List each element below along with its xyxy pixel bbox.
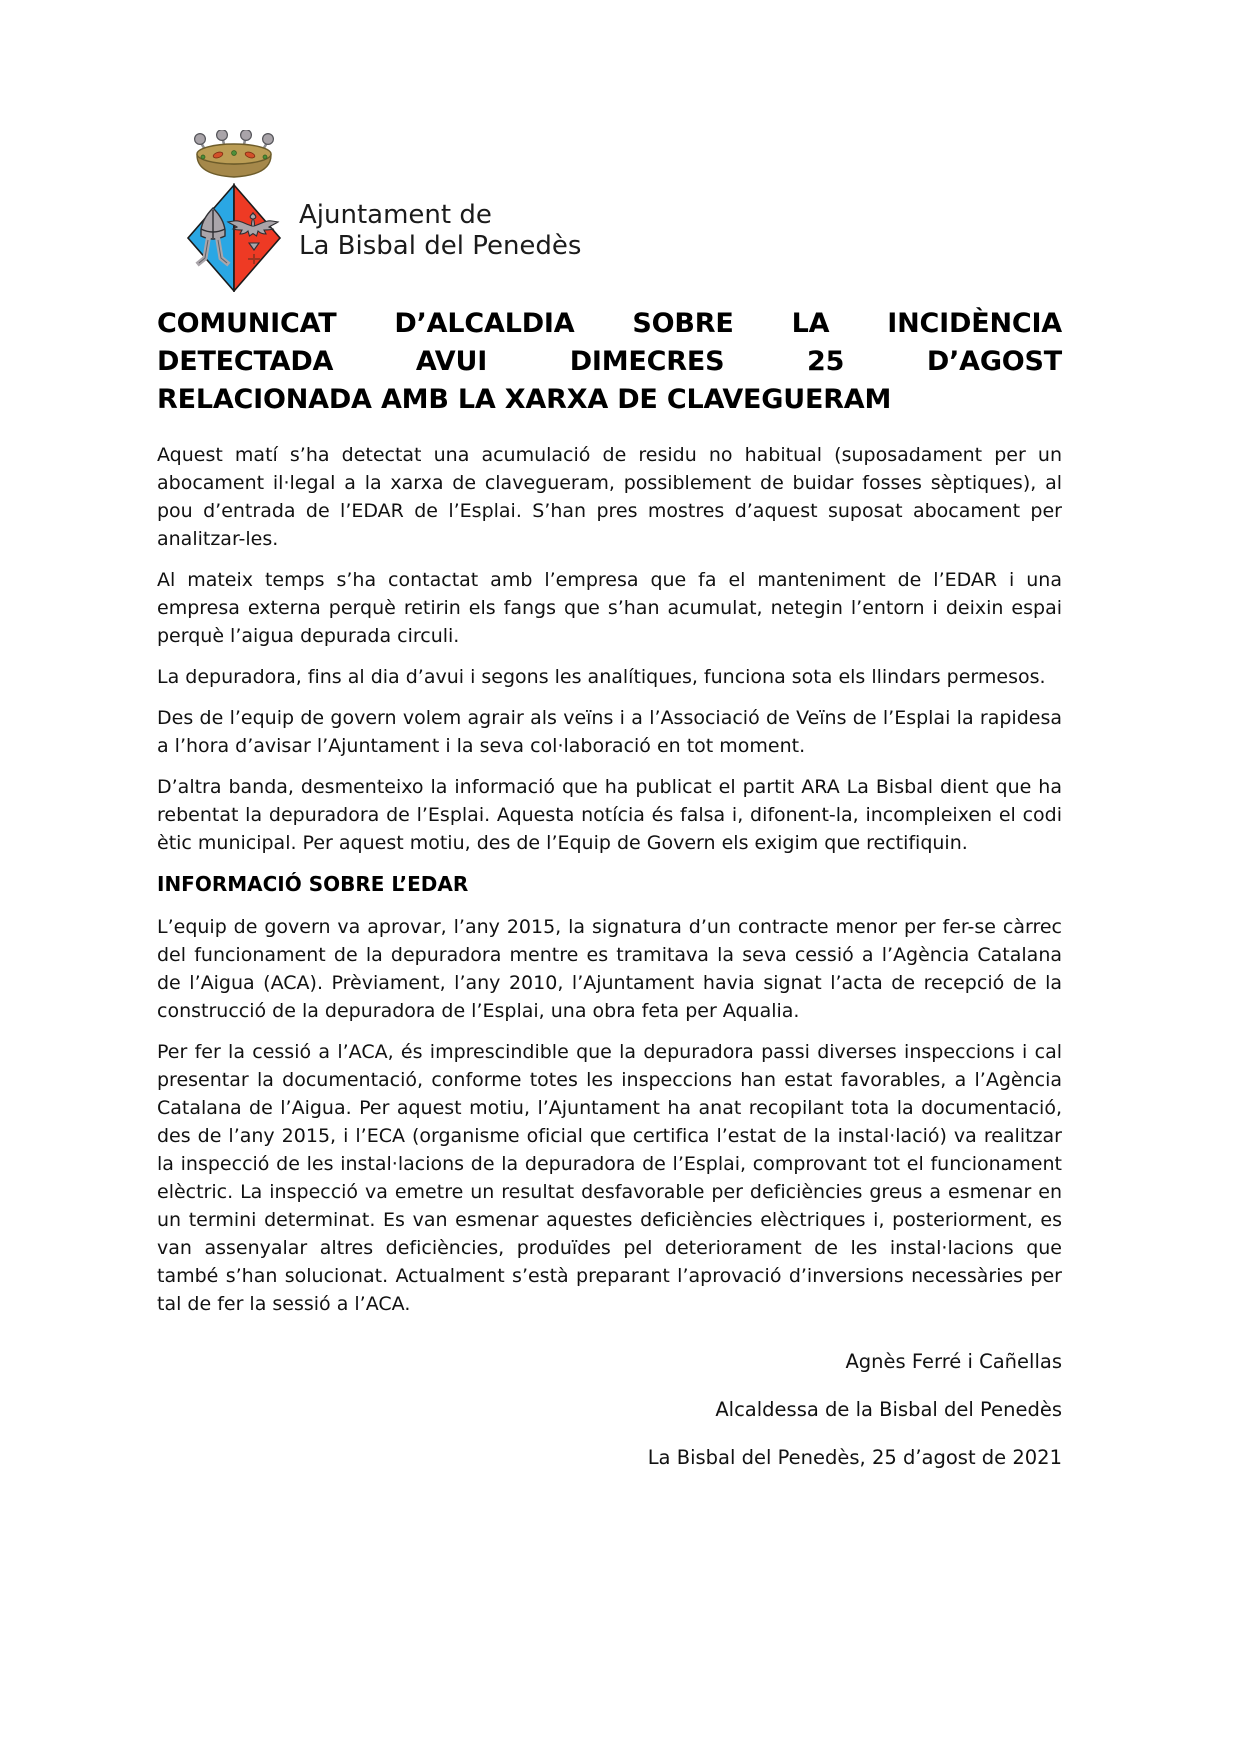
paragraph-1: Aquest matí s’ha detectat una acumulació de residu no habitual (suposadament per un abocament il·legal a la xarxa de clavegueram, possiblement de buidar fosses sèptiques), al pou d’entrada de l’EDAR de l’Esplai. S’han pres mostres d’aquest suposat abocament per analitzar-les.: [157, 444, 1062, 550]
title-line-1: COMUNICAT D’ALCALDIA SOBRE LA INCIDÈNCIA: [157, 308, 1062, 339]
paragraph-5: D’altra banda, desmenteixo la informació que ha publicat el partit ARA La Bisbal dient que ha rebentat la depuradora de l’Esplai. Aquesta notícia és falsa i, difonent-la, incompleixen el codi ètic municipal. Per aquest motiu, des de l’Equip de Govern els exigim que rectifiquin.: [157, 776, 1062, 854]
title-line-2: DETECTADA AVUI DIMECRES 25 D’AGOST: [157, 346, 1062, 377]
section-paragraph-1: L’equip de govern va aprovar, l’any 2015, la signatura d’un contracte menor per fer-se càrrec del funcionament de la depuradora mentre es tramitava la seva cessió a l’Agència Catalana de l’Aigua (ACA). Prèviament, l’any 2010, l’Ajuntament havia signat l’acta de recepció de la construcció de la depuradora de l’Esplai, una obra feta per Aqualia.: [157, 916, 1062, 1022]
coat-of-arms-icon: [183, 130, 285, 292]
signature-role: Alcaldessa de la Bisbal del Penedès: [715, 1398, 1062, 1421]
section-paragraph-2: Per fer la cessió a l’ACA, és imprescindible que la depuradora passi diverses inspeccions i cal presentar la documentació, conforme totes les inspeccions han estat favorables, a l’Agència Catalana de l’Aigua. Per aquest motiu, l’Ajuntament ha anat recopilant tota la documentació, des de l’any 2015, i l’ECA (organisme oficial que certifica l’estat de la instal·lació) va realitzar la inspecció de les instal·lacions de la depuradora de l’Esplai, comprovant tot el funcionament elèctric. La inspecció va emetre un resultat desfavorable per deficiències greus a esmenar en un termini determinat. Es van esmenar aquestes deficiències elèctriques i, posteriorment, es van assenyalar altres deficiències, produïdes pel deteriorament de les instal·lacions que també s’han solucionat. Actualment s’està preparant l’aprovació d’inversions necessàries per tal de fer la sessió a l’ACA.: [157, 1041, 1062, 1315]
signature-name: Agnès Ferré i Cañellas: [845, 1350, 1062, 1373]
signature-block: [157, 1348, 1062, 1472]
paragraph-3: La depuradora, fins al dia d’avui i segons les analítiques, funciona sota els llindars permesos.: [157, 666, 1046, 688]
org-name-line-1: Ajuntament de: [299, 200, 492, 230]
organisation-name: [299, 200, 581, 292]
paragraph-4: Des de l’equip de govern volem agrair als veïns i a l’Associació de Veïns de l’Esplai la rapidesa a l’hora d’avisar l’Ajuntament i la seva col·laboració en tot moment.: [157, 707, 1062, 757]
title-line-3: RELACIONADA AMB LA XARXA DE CLAVEGUERAM: [157, 384, 892, 415]
document-header: [183, 130, 1062, 292]
signature-place-date: La Bisbal del Penedès, 25 d’agost de 2021: [647, 1446, 1062, 1469]
paragraph-2: Al mateix temps s’ha contactat amb l’empresa que fa el manteniment de l’EDAR i una empresa externa perquè retirin els fangs que s’han acumulat, netegin l’entorn i deixin espai perquè l’aigua depurada circuli.: [157, 569, 1062, 647]
section-heading: INFORMACIÓ SOBRE L’EDAR: [157, 872, 469, 896]
document-title: [157, 305, 1062, 419]
org-name-line-2: La Bisbal del Penedès: [299, 231, 582, 261]
